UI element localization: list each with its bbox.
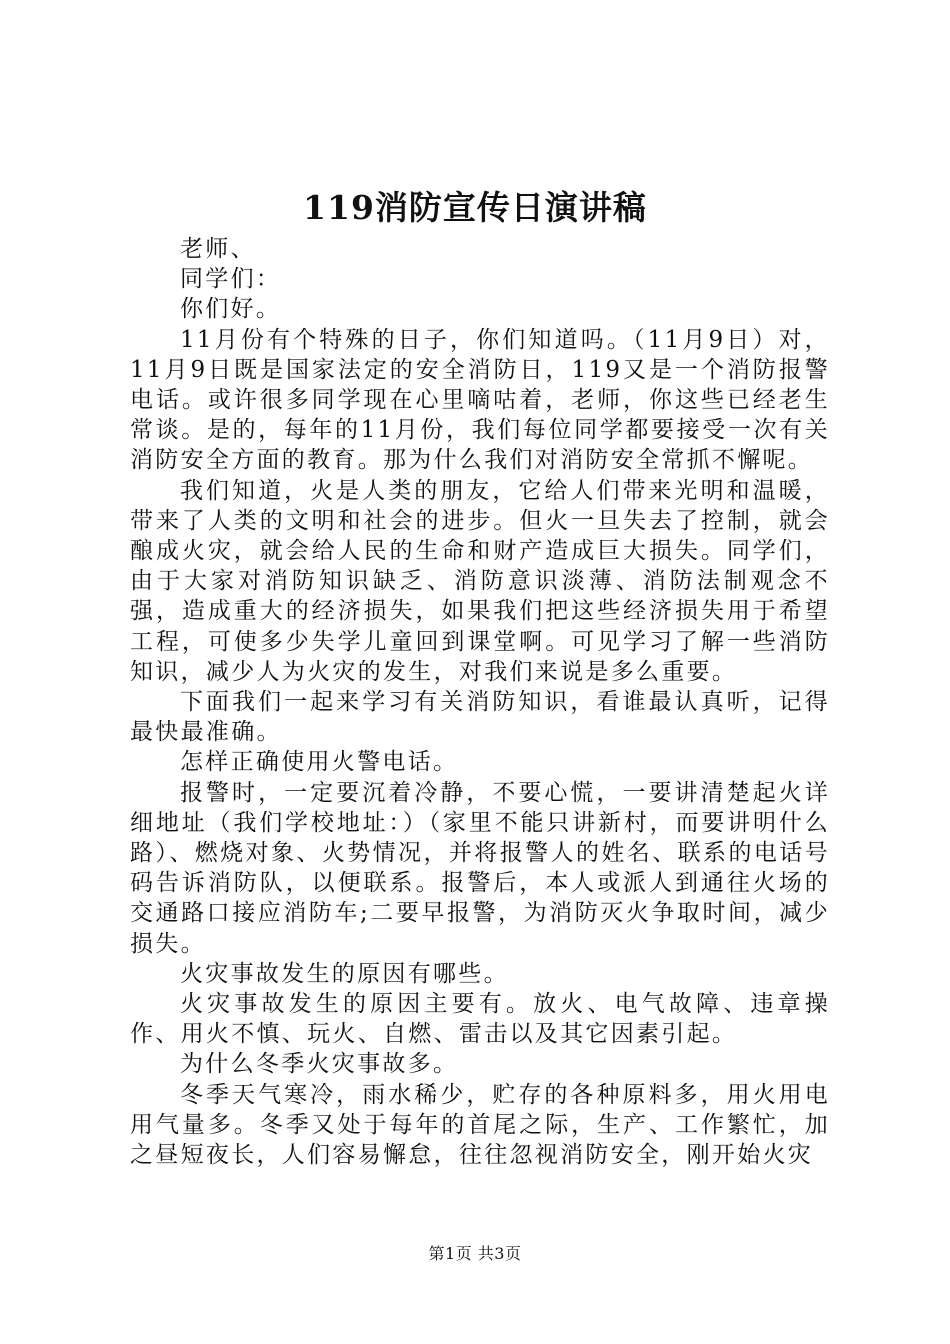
- body-paragraph: 冬季天气寒冷，雨水稀少，贮存的各种原料多，用火用电用气量多。冬季又处于每年的首尾之际，生产、工作繁忙，加之昼短夜长，人们容易懈怠，往往忽视消防安全，刚开始火灾: [130, 1081, 830, 1169]
- page-footer: 第1页 共3页: [428, 1244, 522, 1263]
- salutation-line: 同学们：: [180, 266, 282, 293]
- body-paragraph: 火灾事故发生的原因主要有。放火、电气故障、违章操作、用火不慎、玩火、自燃、雷击以及其它因素引起。: [130, 991, 830, 1048]
- body-paragraph: 报警时，一定要沉着冷静，不要心慌，一要讲清楚起火详细地址（我们学校地址：）（家里不能只讲新村，而要讲明什么路）、燃烧对象、火势情况，并将报警人的姓名、联系的电话号码告诉消防队，以便联系。报警后，本人或派人到通往火场的交通路口接应消防车;二要早报警，为消防灭火争取时间，减少损失。: [130, 779, 830, 957]
- body-paragraph: 11月份有个特殊的日子，你们知道吗。（11月9日）对，11月9日既是国家法定的安全消防日，119又是一个消防报警电话。或许很多同学现在心里嘀咕着，老师，你这些已经老生常谈。是的，每年的11月份，我们每位同学都要接受一次有关消防安全方面的教育。那为什么我们对消防安全常抓不懈呢。: [130, 326, 830, 474]
- section-question: 火灾事故发生的原因有哪些。: [180, 960, 509, 987]
- document-title: 119消防宣传日演讲稿: [303, 188, 647, 227]
- document-body: [130, 234, 830, 1170]
- greeting-line: 你们好。: [180, 296, 282, 323]
- section-question: 怎样正确使用火警电话。: [180, 749, 459, 776]
- section-question: 为什么冬季火灾事故多。: [180, 1051, 459, 1078]
- body-paragraph: 我们知道，火是人类的朋友，它给人们带来光明和温暖，带来了人类的文明和社会的进步。但火一旦失去了控制，就会酿成火灾，就会给人民的生命和财产造成巨大损失。同学们，由于大家对消防知识缺乏、消防意识淡薄、消防法制观念不强，造成重大的经济损失，如果我们把这些经济损失用于希望工程，可使多少失学儿童回到课堂啊。可见学习了解一些消防知识，减少人为火灾的发生，对我们来说是多么重要。: [130, 477, 830, 685]
- body-paragraph: 下面我们一起来学习有关消防知识，看谁最认真听，记得最快最准确。: [130, 689, 830, 746]
- salutation-line: 老师、: [180, 236, 256, 262]
